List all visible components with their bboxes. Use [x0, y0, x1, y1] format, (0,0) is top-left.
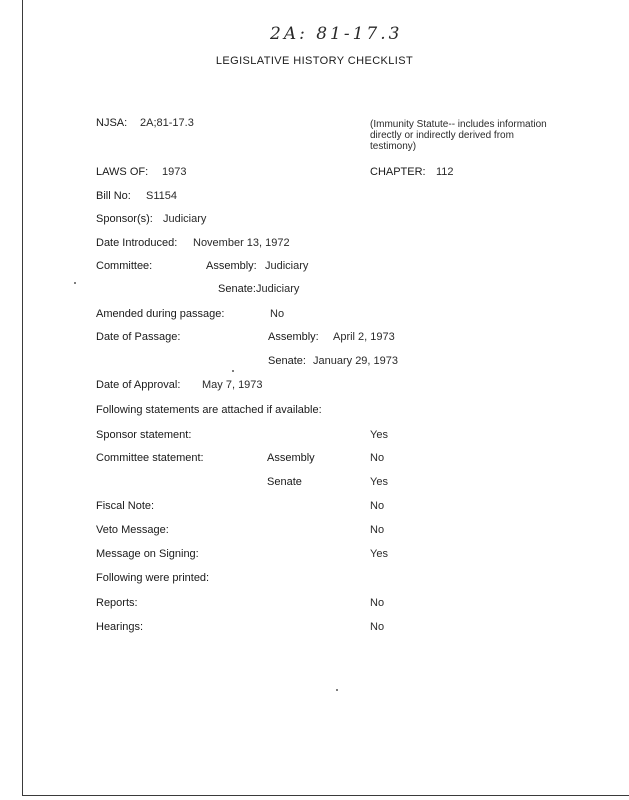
date-introduced-value: November 13, 1972 [193, 237, 290, 249]
date-introduced-label: Date Introduced: [96, 237, 178, 249]
passage-assembly-label: Assembly: [268, 331, 319, 343]
committee-label: Committee: [96, 260, 153, 272]
njsa-label: NJSA: [96, 117, 128, 129]
committee-senate-value: Judiciary [256, 283, 300, 295]
message-on-signing-label: Message on Signing: [96, 548, 199, 560]
sponsors-value: Judiciary [163, 213, 207, 225]
passage-senate-value: January 29, 1973 [313, 355, 399, 367]
date-of-approval-value: May 7, 1973 [202, 379, 263, 391]
njsa-value: 2A;81-17.3 [140, 117, 194, 129]
committee-statement-senate-value: Yes [370, 476, 388, 488]
chapter-label: CHAPTER: [370, 166, 426, 178]
passage-assembly-value: April 2, 1973 [333, 331, 395, 343]
scan-speck [336, 689, 338, 691]
page-left-edge [22, 0, 23, 796]
committee-statement-assembly-label: Assembly [267, 452, 315, 464]
hearings-label: Hearings: [96, 621, 144, 633]
handwritten-reference: 2A: 81-17.3 [270, 24, 403, 44]
page-bottom-edge [22, 795, 629, 796]
reports-label: Reports: [96, 597, 138, 609]
committee-statement-assembly-value: No [370, 452, 385, 464]
laws-of-label: LAWS OF: [96, 166, 149, 178]
message-on-signing-value: Yes [370, 548, 388, 560]
veto-message-label: Veto Message: [96, 524, 169, 536]
passage-senate-label: Senate: [268, 355, 306, 367]
committee-statement-label: Committee statement: [96, 452, 204, 464]
fiscal-note-label: Fiscal Note: [96, 500, 155, 512]
attached-heading: Following statements are attached if available: [96, 404, 322, 416]
committee-senate-label: Senate: [218, 283, 256, 295]
bill-no-label: Bill No: [96, 190, 131, 202]
printed-heading: Following were printed: [96, 572, 210, 584]
hearings-value: No [370, 621, 385, 633]
reports-value: No [370, 597, 385, 609]
amended-label: Amended during passage: [96, 308, 225, 320]
amended-value: No [270, 308, 285, 320]
veto-message-value: No [370, 524, 385, 536]
fiscal-note-value: No [370, 500, 385, 512]
committee-assembly-label: Assembly: [206, 260, 257, 272]
immunity-note: (Immunity Statute-- includes information directly or indirectly derived from testimony) [370, 119, 547, 152]
chapter-value: 112 [436, 166, 454, 178]
date-of-approval-label: Date of Approval: [96, 379, 181, 391]
sponsor-statement-value: Yes [370, 429, 388, 441]
committee-assembly-value: Judiciary [265, 260, 309, 272]
sponsors-label: Sponsor(s): [96, 213, 153, 225]
scan-speck [74, 282, 76, 284]
committee-statement-senate-label: Senate [267, 476, 302, 488]
date-of-passage-label: Date of Passage: [96, 331, 181, 343]
sponsor-statement-label: Sponsor statement: [96, 429, 192, 441]
bill-no-value: S1154 [146, 190, 177, 202]
laws-of-value: 1973 [162, 166, 187, 178]
scan-speck [232, 370, 234, 372]
document-title: LEGISLATIVE HISTORY CHECKLIST [215, 55, 414, 67]
